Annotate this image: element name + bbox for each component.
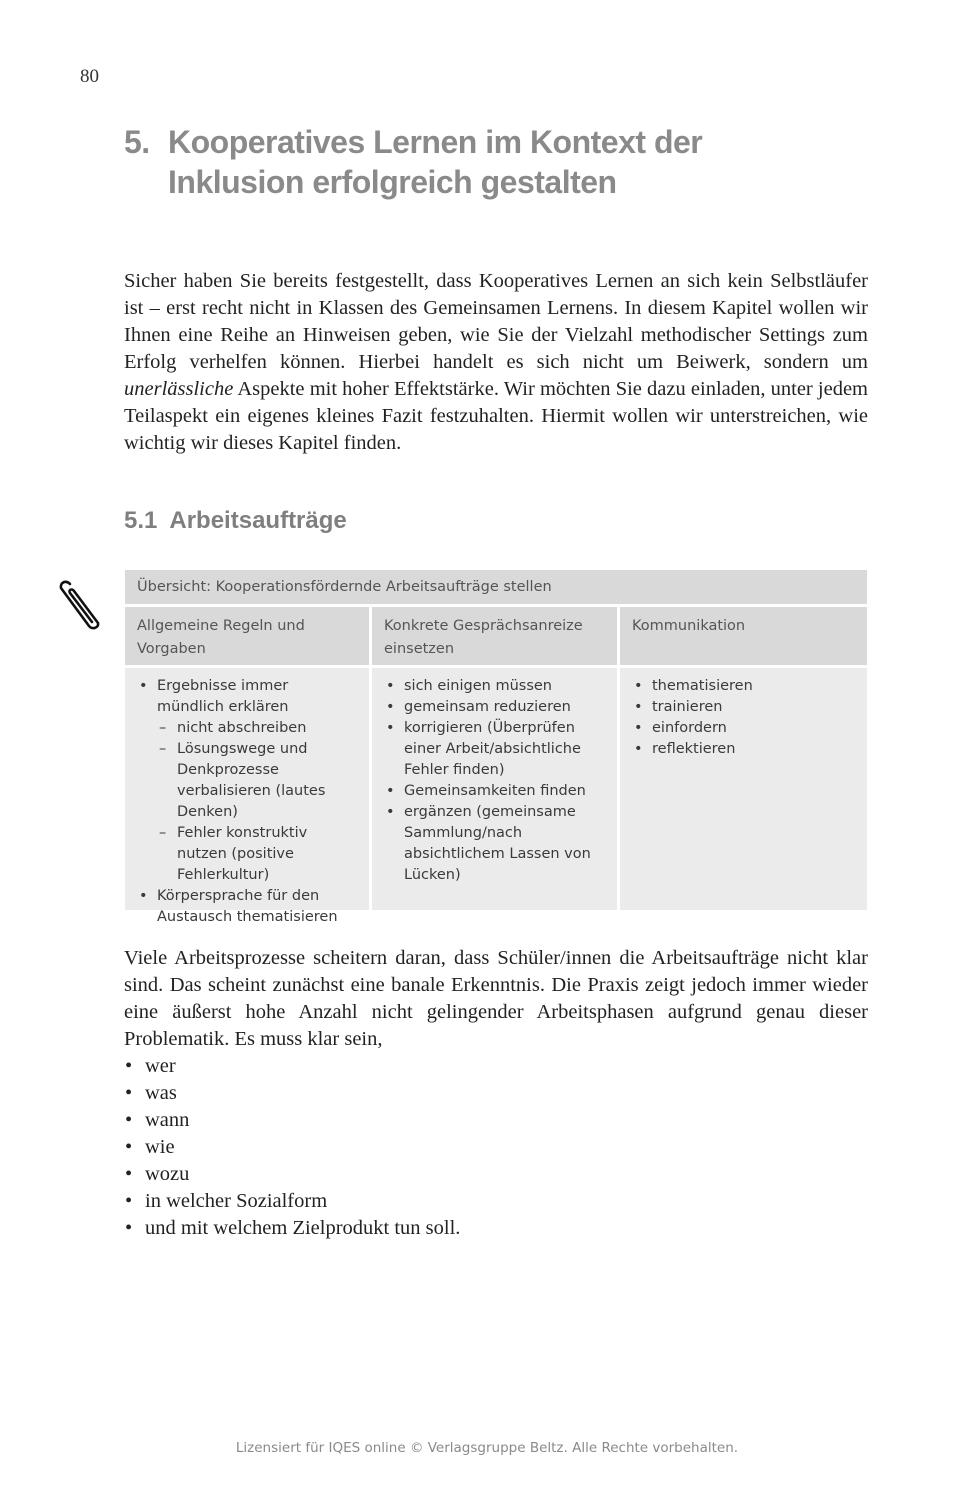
column-header: Konkrete Gesprächsanreize einsetzen [372,607,620,665]
column-header: Kommunikation [620,607,867,665]
column-header: Allgemeine Regeln und Vorgaben [125,607,372,665]
list-item: • gemeinsam reduzieren [384,697,605,718]
overview-header-row [125,607,867,668]
list-item: • ergänzen (gemeinsame Sammlung/nach absichtlichem Lassen von Lücken) [384,802,605,886]
section-number: 5.1 [124,507,158,534]
list-item: • wer [124,1053,460,1080]
list-item: • trainieren [632,697,855,718]
page-number: 80 [80,66,99,87]
intro-text-2: Aspekte mit hoher Effektstärke. Wir möchten Sie dazu einladen, unter jedem Teilaspekt ein eigenes kleines Fazit festzuhalten. Hiermit wollen wir unterstreichen, wie wichtig wir dieses Kapitel finden. [124,378,868,454]
list-item: • Körpersprache für den Austausch thematisieren [137,886,357,928]
communication-cell [620,668,867,910]
list-item: • wozu [124,1161,460,1188]
sub-list-item: – Lösungswege und Denkprozesse verbalisieren (lautes Denken) [157,739,357,823]
list-item: • und mit welchem Zielprodukt tun soll. [124,1215,460,1242]
list-item [137,676,357,886]
paperclip-icon [56,578,106,634]
list-item: • in welcher Sozialform [124,1188,460,1215]
chapter-title [124,122,864,202]
intro-italic: unerlässliche [124,378,234,400]
section-title-text: Arbeitsaufträge [169,507,347,534]
list-item: • einfordern [632,718,855,739]
chapter-title-line1: Kooperatives Lernen im Kontext der [168,124,703,160]
sub-list-item: – nicht abschreiben [157,718,357,739]
prompts-cell [372,668,620,910]
body-paragraph: Viele Arbeitsprozesse scheitern daran, dass Schüler/innen die Arbeitsaufträge nicht klar sind. Das scheint zunächst eine banale Erkenntnis. Die Praxis zeigt jedoch immer wieder eine äußerst hohe Anzahl nicht gelingender Arbeitsphasen aufgrund genau dieser Problematik. Es muss klar sein, [124,947,868,1050]
list-item: • wann [124,1107,460,1134]
list-item: • Gemeinsamkeiten finden [384,781,605,802]
list-item: • wie [124,1134,460,1161]
overview-caption: Übersicht: Kooperationsfördernde Arbeitsaufträge stellen [125,570,867,607]
chapter-number: 5. [124,124,150,160]
chapter-title-line2: Inklusion erfolgreich gestalten [168,164,617,200]
sub-list-item: – Fehler konstruktiv nutzen (positive Fehlerkultur) [157,823,357,886]
list-item: • was [124,1080,460,1107]
question-list [124,1053,460,1242]
overview-content-row [125,668,867,925]
rules-cell [125,668,372,925]
list-item-text: Ergebnisse immer mündlich erklären [157,678,289,715]
overview-table [125,570,867,925]
intro-text-1: Sicher haben Sie bereits festgestellt, dass Kooperatives Lernen an sich kein Selbstläufer ist – erst recht nicht in Klassen des Gemeinsamen Lernens. In diesem Kapitel wollen wir Ihnen eine Reihe an Hinweisen geben, wie Sie der Vielzahl methodischer Settings zum Erfolg verhelfen können. Hierbei handelt es sich nicht um Beiwerk, sondern um [124,270,868,373]
license-footer: Lizensiert für IQES online © Verlagsgruppe Beltz. Alle Rechte vorbehalten. [235,1440,739,1456]
intro-paragraph [124,268,868,457]
list-item: • sich einigen müssen [384,676,605,697]
section-title [124,507,347,535]
list-item: • thematisieren [632,676,855,697]
list-item: • korrigieren (Überprüfen einer Arbeit/absichtliche Fehler finden) [384,718,605,781]
list-item: • reflektieren [632,739,855,760]
